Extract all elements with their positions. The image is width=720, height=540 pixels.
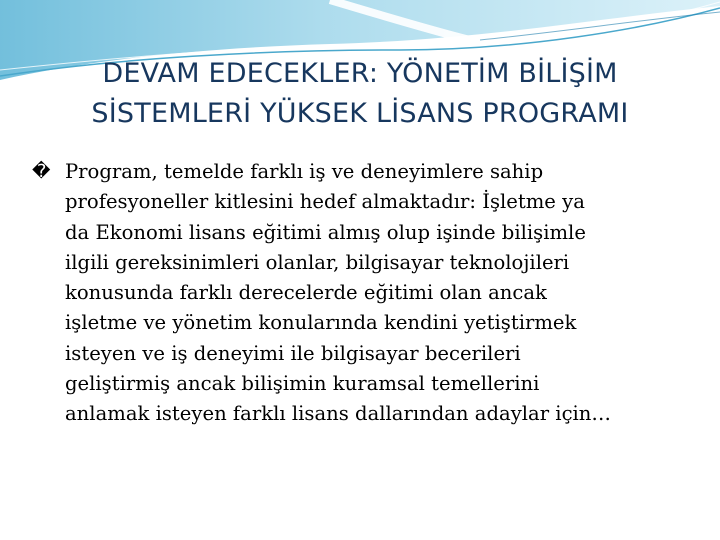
title-line-1: DEVAM EDECEKLER: YÖNETİM BİLİŞİM: [102, 58, 618, 89]
bullet-glyph-icon: �: [32, 161, 51, 182]
text-line: Program, temelde farklı iş ve deneyimlere sahip: [65, 160, 544, 183]
text-line: isteyen ve iş deneyimi ile bilgisayar becerileri: [65, 341, 521, 365]
text-line: da Ekonomi lisans eğitimi almış olup işinde bilişimle: [65, 220, 586, 244]
slide-title: [20, 54, 700, 134]
title-line-2: SİSTEMLERİ YÜKSEK LİSANS PROGRAMI: [91, 98, 629, 129]
text-line: ilgili gereksinimleri olanlar, bilgisayar teknolojileri: [65, 250, 570, 274]
bullet-paragraph: [32, 157, 700, 430]
slide-body: [32, 157, 700, 430]
text-line: anlamak isteyen farklı lisans dallarından adaylar için…: [65, 402, 612, 426]
text-line: işletme ve yönetim konularında kendini yetiştirmek: [65, 311, 577, 335]
text-line: geliştirmiş ancak bilişimin kuramsal temellerini: [65, 372, 540, 396]
text-line: konusunda farklı derecelerde eğitimi olan ancak: [65, 281, 547, 305]
text-line: profesyoneller kitlesini hedef almaktadır: İşletme ya: [65, 190, 585, 214]
